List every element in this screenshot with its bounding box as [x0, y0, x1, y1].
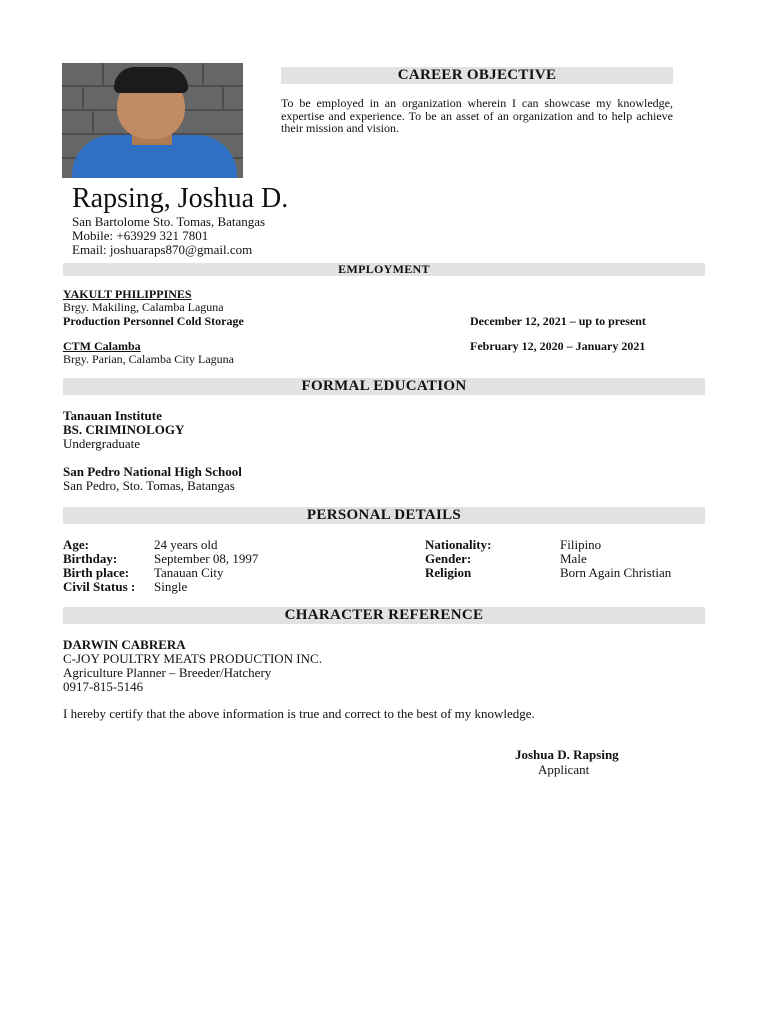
career-objective-heading: CAREER OBJECTIVE — [281, 67, 673, 84]
applicant-name: Rapsing, Joshua D. — [72, 183, 289, 214]
reference-heading: CHARACTER REFERENCE — [63, 607, 705, 624]
school-course: BS. CRIMINOLOGY — [63, 422, 185, 437]
address: San Bartolome Sto. Tomas, Batangas — [72, 214, 266, 229]
job-location: Brgy. Makiling, Calamba Laguna — [63, 300, 224, 314]
job-company: YAKULT PHILIPPINES — [63, 287, 192, 301]
employment-heading: EMPLOYMENT — [63, 263, 705, 276]
signature-role: Applicant — [538, 762, 590, 777]
mobile: Mobile: +63929 321 7801 — [72, 228, 209, 243]
education-heading: FORMAL EDUCATION — [63, 378, 705, 395]
job-dates: February 12, 2020 – January 2021 — [470, 339, 646, 353]
detail-label: Birthday: — [63, 551, 118, 566]
school-status: Undergraduate — [63, 436, 141, 451]
detail-value: 24 years old — [154, 537, 218, 552]
school-name: Tanauan Institute — [63, 408, 162, 423]
school-name: San Pedro National High School — [63, 464, 242, 479]
detail-label: Gender: — [425, 551, 472, 566]
school-location: San Pedro, Sto. Tomas, Batangas — [63, 478, 235, 493]
job-company: CTM Calamba — [63, 339, 141, 353]
certification-statement: I hereby certify that the above information is true and correct to the best of my knowledge. — [63, 706, 535, 721]
job-position: Production Personnel Cold Storage — [63, 314, 244, 328]
detail-label: Age: — [63, 537, 89, 552]
detail-value: Filipino — [560, 537, 602, 552]
reference-name: DARWIN CABRERA — [63, 637, 186, 652]
detail-value: September 08, 1997 — [154, 551, 259, 566]
detail-label: Birth place: — [63, 565, 130, 580]
reference-phone: 0917-815-5146 — [63, 679, 144, 694]
job-dates: December 12, 2021 – up to present — [470, 314, 646, 328]
detail-value: Born Again Christian — [560, 565, 672, 580]
reference-company: C-JOY POULTRY MEATS PRODUCTION INC. — [63, 651, 322, 666]
detail-value: Male — [560, 551, 587, 566]
job-location: Brgy. Parian, Calamba City Laguna — [63, 352, 234, 366]
detail-label: Civil Status : — [63, 579, 136, 594]
signature-name: Joshua D. Rapsing — [515, 747, 619, 762]
detail-value: Single — [154, 579, 188, 594]
applicant-photo — [62, 63, 243, 178]
detail-label: Nationality: — [425, 537, 492, 552]
detail-value: Tanauan City — [154, 565, 224, 580]
email: Email: joshuaraps870@gmail.com — [72, 242, 253, 257]
career-objective-text: To be employed in an organization wherein I can showcase my knowledge, expertise and experience. To be an asset of an organization and to help achieve their mission and vision. — [281, 96, 673, 135]
detail-label: Religion — [425, 565, 472, 580]
reference-position: Agriculture Planner – Breeder/Hatchery — [63, 665, 272, 680]
personal-heading: PERSONAL DETAILS — [63, 507, 705, 524]
